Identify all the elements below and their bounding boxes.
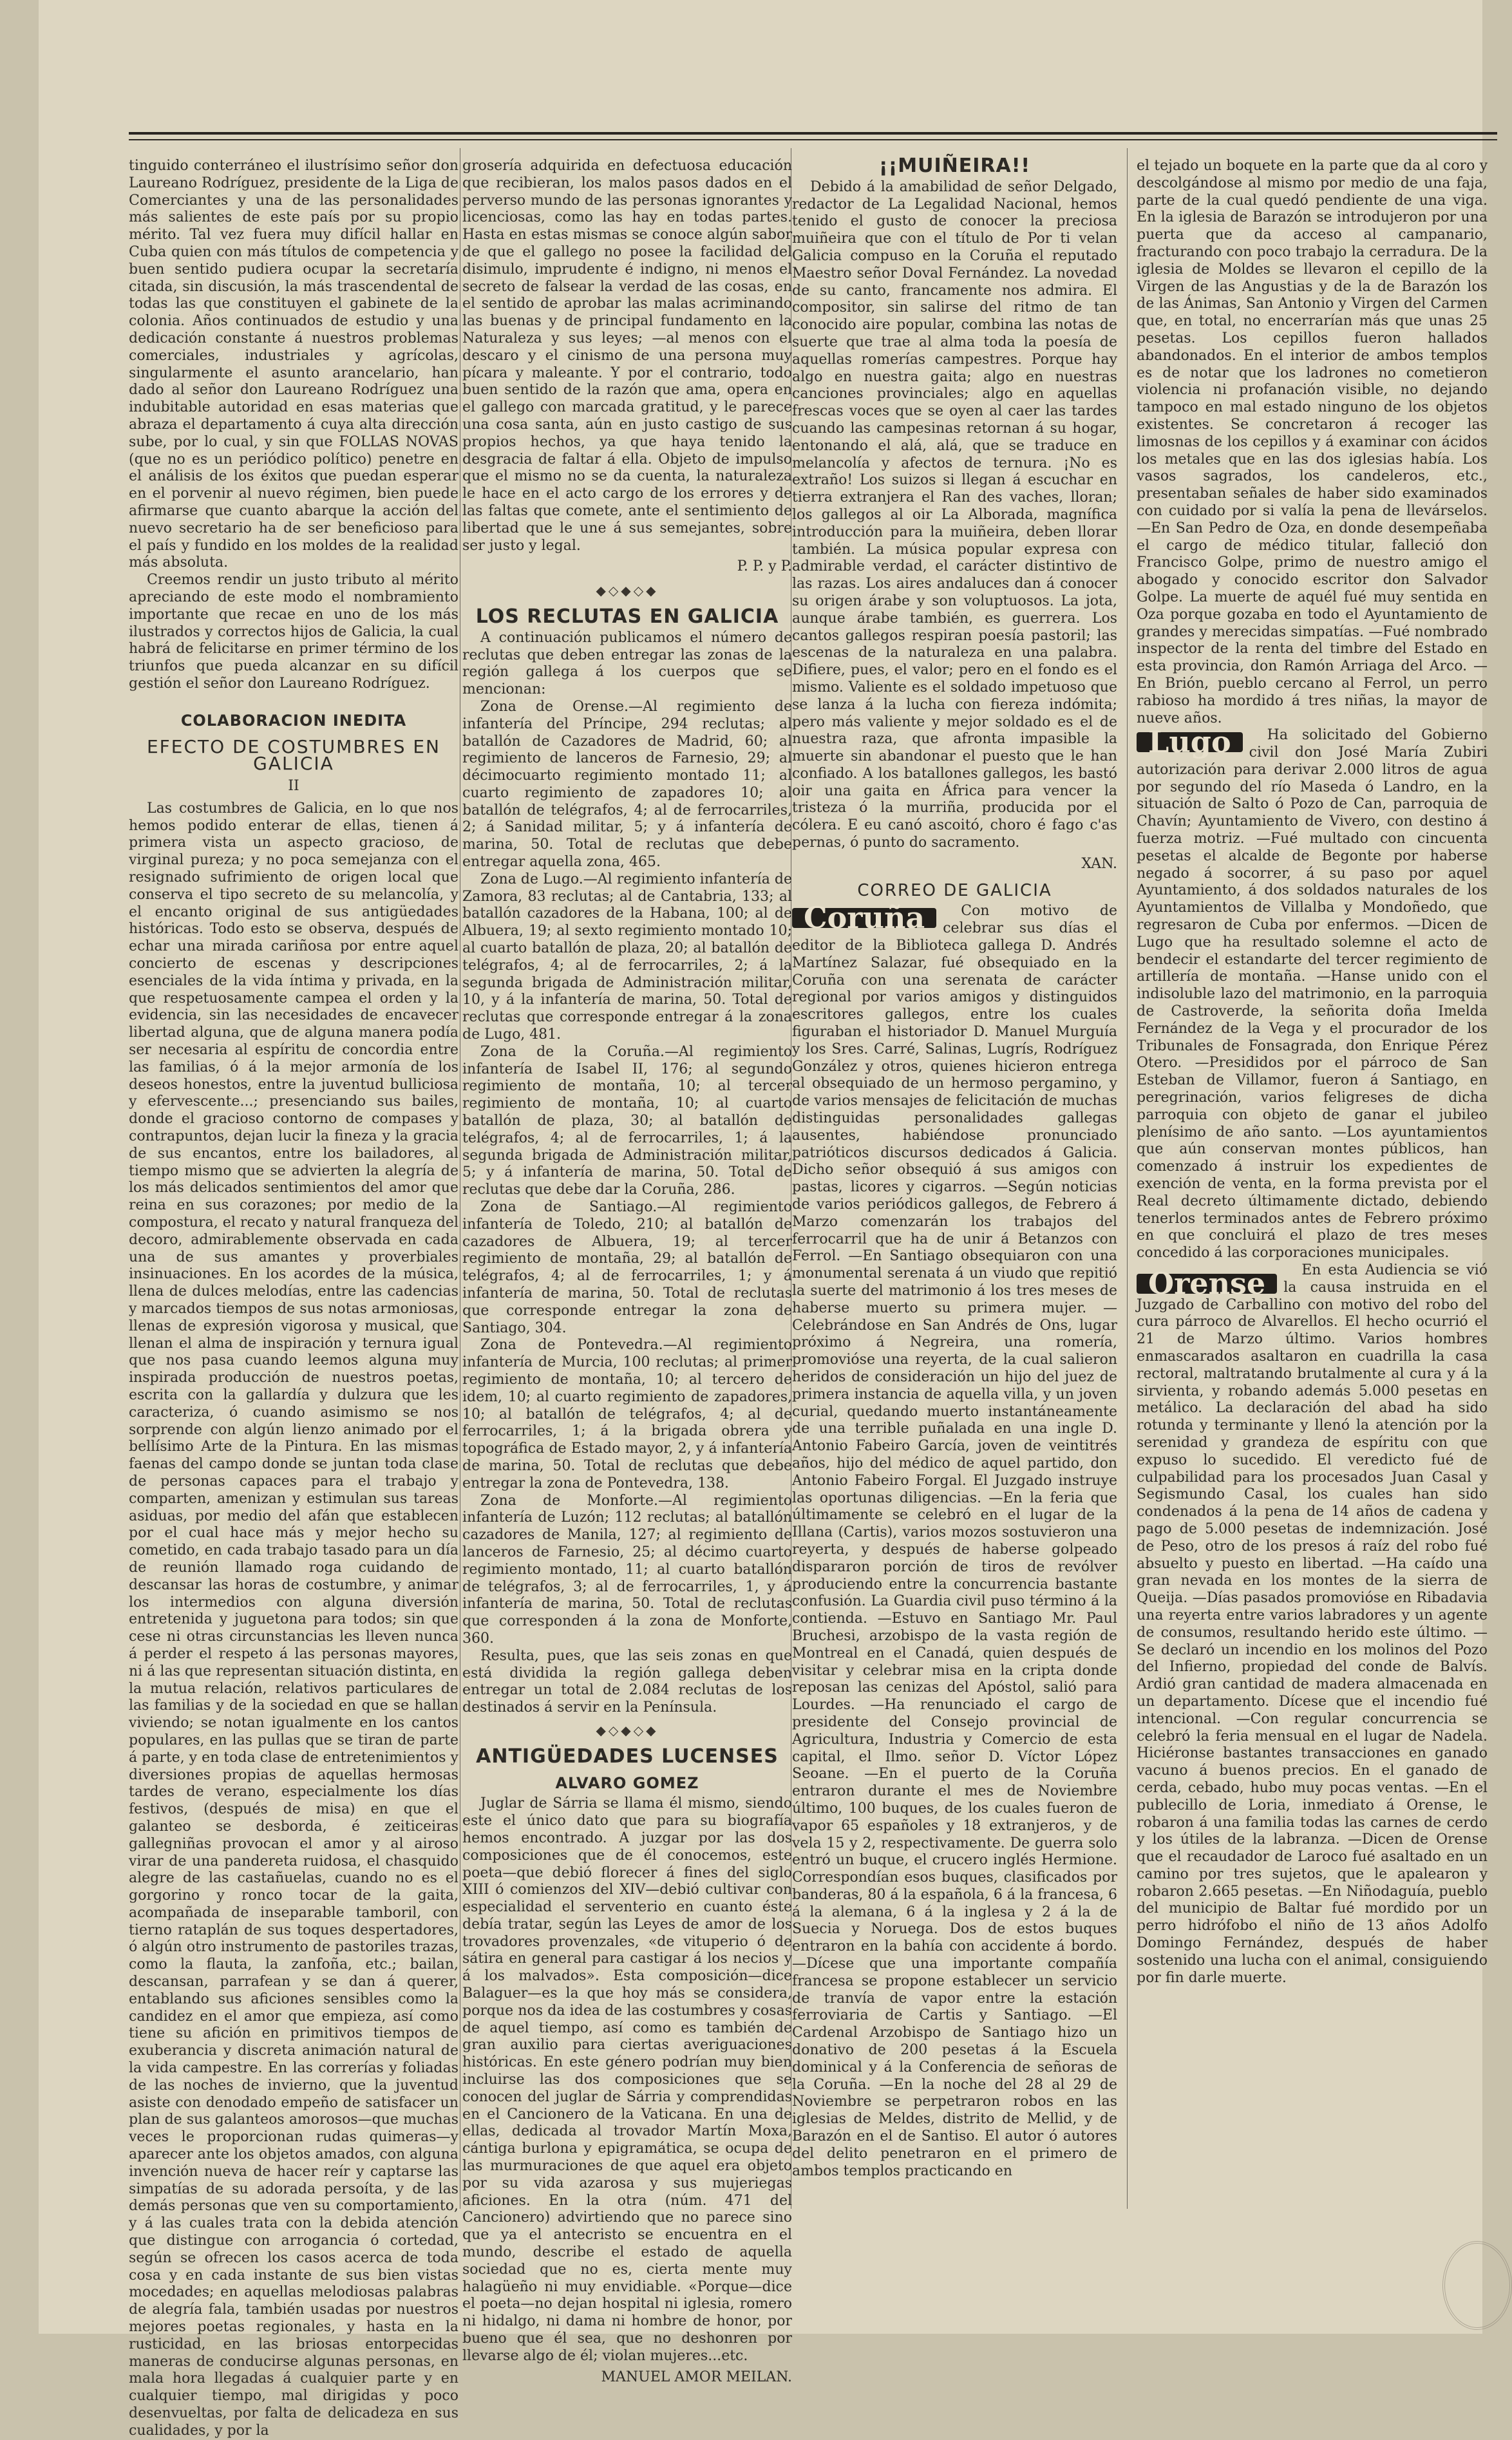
paragraph: Zona de Pontevedra.—Al regimiento infantería de Murcia, 100 reclutas; al primer regimiento de montaña, 10; al tercero de idem, 10; al cuarto regimiento de zapadores, 10; al batallón de telégrafos, 4; al de ferrocarriles, 1; á la brigada obrera y topográfica de Estado mayor, 2, y á infantería de marina, 50. Total de reclutas que debe entregar la zona de Pontevedra, 138. (462, 1337, 792, 1491)
paragraph: Zona de Lugo.—Al regimiento infantería de Zamora, 83 reclutas; al de Cantabria, 133; al batallón cazadores de la Habana, 100; al de Albuera, 19; al sexto regimiento montado 10; al cuarto batallón de plaza, 20; al batallón de telégrafos, 4; al de ferrocarriles, 2; á la segunda brigada de Administración militar, 10, y á la infantería de marina, 50. Total de reclutas que corresponde entregar á la zona de Lugo, 481. (462, 871, 792, 1043)
chapter-number: II (288, 778, 299, 795)
library-stamp-icon (1442, 2241, 1512, 2330)
paragraph: Resulta, pues, que las seis zonas en que está dividida la región gallega deben entregar un total de 2.084 reclutas de los destinados á servir en la Península. (462, 1647, 792, 1716)
ornament-divider: ◆◇◆◇◆ (596, 1722, 659, 1738)
newspaper-page (39, 0, 1488, 2439)
paragraph: A continuación publicamos el número de reclutas que deben entregar las zonas de la región gallega á los cuerpos que se mencionan: (462, 629, 792, 698)
paragraph: Zona de Orense.—Al regimiento de infantería del Príncipe, 294 reclutas; al batallón de Cazadores de Madrid, 60; al regimiento de lanceros de Farnesio, 29; al décimocuarto regimiento montado 11; al cuarto regimiento de zapadores 10; al batallón de telégrafos, 4; al de ferrocarriles, 2; á Sanidad militar, 5; y á infantería de marina, 50. Total de reclutas que debe entregar aquella zona, 465. (462, 698, 792, 871)
article-body: Las costumbres de Galicia, en lo que nos hemos podido enterar de ellas, tienen á primera vista un aspecto gracioso, de virginal pureza; y no poca semejanza con el resignado sufrimiento de origen local que conserva el tipo secreto de su melancolía, y el encanto original de sus antigüedades históricas. Todo esto se observa, después de echar una mirada cariñosa por entre aquel concierto de escenas y descripciones esenciales de la vida íntima y privada, en la que respetuosamente campea el orden y la evidencia, sin las necesidades de encavecer libertad alguna, que de alguna manera podía ser necesaria al espíritu de concordia entre las familias, ó á la mejor armonía de los deseos honestos, entre la juventud bulliciosa y efervescente...; presenciando sus bailes, donde el gracioso contorno de compases y contrapuntos, dejan lucir la fineza y la gracia de sus encantos, entre los bailadores, al tiempo mismo que se advierten la alegría de los más delicados sentimientos del amor que reina en sus corazones; por medio de la compostura, el recato y natural franqueza del decoro, admirablemente observada en cada una de sus amantes y proverbiales insinuaciones. En los acordes de la música, llena de dulces melodías, entre las cadencias y marcados tiempos de sus notas armoniosas, llenas de expresión vigorosa y musical, que llenan el alma de inspiración y ternura igual que nos pasa cuando leemos alguna muy inspirada producción de nuestros poetas, escrita con la gallardía y dulzura que les caracteriza, ó cuando asimismo se nos sorprende con algún lienzo animado por el bellísimo Arte de la Pintura. En las mismas faenas del campo donde se juntan toda clase de personas capaces para el trabajo y comparten, amenizan y estimulan sus tareas asiduas, por medio del afán que establecen por el cual hace más y mejor hecho su cometido, en cada trabajo tasado para un día de reunión llamado roga cuidando de descansar las horas de costumbre, y animar los intermedios con alguna diversión entretenida y juguetona para todos; sin que cese ni otras circunstancias les lleven nunca á perder el respeto á las personas mayores, ni á las que representan situación distinta, en la mutua relación, relativos particulares de las familias y de la sociedad en que se hallan viviendo; se notan igualmente en los cantos populares, en las pullas que se tiran de parte á parte, y en toda clase de entretenimientos y diversiones propias de aquellas hermosas tardes de verano, especialmente los días festivos, (después de misa) en que el galanteo se desborda, é zeiticeiras gallegniñas provocan el amor y al airoso virar de una pandereta ruidosa, el chasquido alegre de las castañuelas, cuando no es el gorgorino y ronco tocar de la gaita, acompañada de inseparable tamboril, con tierno rataplán de sus toques despertadores, ó algún otro instrumento de pastoriles trazas, como la flauta, la zanfoña, etc.; bailan, descansan, parrafean y se dan á querer, entablando sus aficiones sensibles como la candidez en el amor que empieza, así como tiene su afición en primitivos tiempos de exuberancia y discreta animación natural de la vida campestre. En las correrías y foliadas de las noches de invierno, que la juventud asiste con denodado empeño de satisfacer un plan de sus galanteos amorosos—que muchas veces le proporcionan rudas quimeras—y aparecer ante los objetos amados, con alguna invención nueva de hacer reír y captarse las simpatías de su adorada persoíta, y de las demás personas que ven su comportamiento, y á las cuales trata con la debida atención que distingue con arrogancia ó cortedad, según se ofrecen los casos acerca de toda cosa y en cada instante de sus bien vistas mocedades; en aquellas melodiosas palabras de alegría fala, también usadas por nuestros mejores poetas regionales, y hasta en la rusticidad, en las briosas entorpecidas maneras de conducirse algunas personas, en mala hora llegadas á cualquier parte y en cualquier tiempo, mal dirigidas y poco desenvueltas, por falta de delicadeza en sus cualidades, y por la (129, 800, 458, 2439)
column-divider (1127, 148, 1128, 2209)
section-title: COLABORACION INEDITA (180, 711, 407, 730)
article-subtitle: ALVARO GOMEZ (555, 1773, 699, 1792)
signature: MANUEL AMOR MEILAN. (601, 2369, 792, 2385)
article-body: Debido á la amabilidad de señor Delgado, redactor de La Legalidad Nacional, hemos tenido el gusto de conocer la preciosa muiñeira que con el título de Por ti velan Galicia compuso en la Coruña el reputado Maestro señor Doval Fernández. La novedad de su canto, francamente nos admira. El compositor, sin salirse del ritmo de tan conocido aire popular, combina las notas de suerte que trae al alma toda la poesía de aquellas romerías campestres. Porque hay algo en nuestra gaita; algo en nuestras canciones provinciales; algo en aquellas frescas voces que se oyen al caer las tardes cuando las campesinas retornan á su hogar, entonando el alá, alá, que se traduce en melancolía y afectos de ternura. ¡No es extraño! Los suizos si llegan á escuchar en tierra extranjera el Ran des vaches, lloran; los gallegos al oir La Alborada, magnífica introducción para la muiñeira, deben llorar también. La música popular expresa con admirable verdad, el carácter distintivo de las razas. Los aires andaluces dan á conocer su origen árabe y son voluptuosos. La jota, aunque árabe también, es guerrera. Los cantos gallegos respiran poesía pastoril; las escenas de la naturaleza en una palabra. Difiere, pues, el valor; pero en el fondo es el mismo. Valiente es el soldado impetuoso que se lanza á la lucha con fiereza indómita; pero más valiente y mejor soldado es el de nuestra raza, que afronta impasible la muerte sin abandonar el puesto que le han confiado. A los batallones gallegos, les bastó oir una gaita en África para vencer la tristeza ó la murriña, producida por el cólera. E eu canó ascoitó, choro é fago c'as pernas, ó punto do sacramento. (792, 178, 1117, 851)
article-title: ANTIGÜEDADES LUCENSES (476, 1745, 779, 1768)
article-body: el tejado un boquete en la parte que da al coro y descolgándose al mismo por medio de una faja, parte de la cual quedó pendiente de una viga. En la iglesia de Barazón se introdujeron por una puerta que da acceso al campanario, fracturando con poco trabajo la cerradura. De la iglesia de Moldes se llevaron el cepillo de la Virgen de las Angustias y de la de Barazón los de las Ánimas, San Antonio y Virgen del Carmen que, en total, no encerrarían más que unas 25 pesetas. Los cepillos fueron hallados abandonados. En el interior de ambos templos es de notar que los ladrones no cometieron violencia ni profanación visible, no dejando tampoco en mal estado ninguno de los objetos existentes. Se concretaron á recoger las limosnas de los cepillos y á examinar con ácidos los metales que en las dos iglesias había. Los vasos sagrados, los candeleros, etc., presentaban señales de haber sido examinados con cuidado por si valía la pena de llevárselos. —En San Pedro de Oza, en donde desempeñaba el cargo de médico titular, falleció don Francisco Golpe, primo de nuestro amigo el abogado y conocido escritor don Salvador Golpe. La muerte de aquél fué muy sentida en Oza porque gozaba en todo el Ayuntamiento de grandes y merecidas simpatías. —Fué nombrado inspector de la renta del timbre del Estado en esta provincia, don Ramón Arriaga del Arco. —En Brión, pueblo cercano al Ferrol, un perro rabioso ha mordido á tres niñas, la mayor de nueve años. (1137, 158, 1488, 726)
paragraph: tinguido conterráneo el ilustrísimo señor don Laureano Rodríguez, presidente de la Liga de Comerciantes y una de las personalidades más salientes de este país por su propio mérito. Tal vez fuera muy difícil hallar en Cuba quien con más títulos de competencia y buen sentido pudiera ocupar la secretaría citada, sin discusión, la más trascendental de todas las que constituyen el gabinete de la colonia. Años continuados de estudio y una dedicación constante á nuestros problemas comerciales, industriales y agrícolas, singularmente el asunto arancelario, han dado al señor don Laureano Rodríguez una indubitable autoridad en esas materias que abraza el departamento á cuya alta dirección sube, por lo cual, y sin que FOLLAS NOVAS (que no es un periódico político) penetre en el análisis de los éxitos que puedan esperar en el porvenir al nuevo régimen, bien puede afirmarse que cuanto abarque la acción del nuevo secretario ha de ser beneficioso para el país y fundido en los moldes de la realidad más absoluta. (129, 158, 458, 571)
paragraph: Creemos rendir un justo tributo al mérito apreciando de este modo el nombramiento importante que recae en uno de los más ilustrados y correctos hijos de Galicia, la cual habrá de felicitarse en primer término de los triunfos que pueda alcanzar en su difícil gestión el señor don Laureano Rodríguez. (129, 572, 458, 692)
column-4 (1137, 158, 1488, 2199)
ornament-divider: ◆◇◆◇◆ (596, 583, 659, 599)
article-body: En esta Audiencia se vió la causa instruida en el Juzgado de Carballino con motivo del robo del cura párroco de Alvarellos. El hecho ocurrió el 21 de Marzo último. Varios hombres enmascarados asaltaron en cuadrilla la casa rectoral, maltratando brutalmente al cura y á la sirvienta, y robando además 5.000 pesetas en metálico. La declaración del abad ha sido rotunda y terminante y llenó la atención por la serenidad y grandeza de espíritu con que expuso lo sucedido. El veredicto fué de culpabilidad para los procesados Juan Casal y Segismundo Casal, los cuales han sido condenados á la pena de 14 años de cadena y pago de 5.000 pesetas de indemnización. José de Peso, otro de los presos á raíz del robo fué absuelto y puesto en libertad. —Ha caído una gran nevada en los montes de la sierra de Queija. —Días pasados promovióse en Ribadavia una reyerta entre varios labradores y un agente de consumos, resultando herido este último. —Se declaró un incendio en los molinos del Pozo del Infierno, propiedad del conde de Balvís. Ardió gran cantidad de madera almacenada en un departamento. Dícese que el incendio fué intencional. —Con regular concurrencia se celebró la feria mensual en el lugar de Nadela. Hiciéronse bastantes transacciones en ganado vacuno á buenos precios. En el ganado de cerda, cebado, hubo muy pocas ventas. —En el publecillo de Loria, inmediato á Orense, le robaron á una familia todas las carnes de cerdo y los útiles de la labranza. —Dicen de Orense que el recaudador de Laroco fué asaltado en un camino por tres sujetos, que le apalearon y robaron 2.665 pesetas. —En Niñodaguía, pueblo del municipio de Baltar fué mordido por un perro hidrófobo el niño de 13 años Adolfo Domingo Fernández, después de haber sostenido una lucha con el animal, consiguiendo por fin darle muerte. (1137, 1262, 1488, 1986)
column-3 (792, 155, 1117, 2199)
paragraph: Zona de la Coruña.—Al regimiento infantería de Isabel II, 176; al segundo regimiento de montaña, 10; al tercer regimiento de montaña, 10; al cuarto batallón de plaza, 30; al batallón de telégrafos, 4; al de ferrocarriles, 1; á la segunda brigada de Administración militar, 5; y á infantería de marina, 50. Total de reclutas que debe dar la Coruña, 286. (462, 1043, 792, 1198)
header-rule (129, 132, 1497, 140)
article-title: ¡¡MUIÑEIRA!! (878, 155, 1031, 177)
region-banner-orense: Orense (1137, 1274, 1277, 1294)
paragraph: grosería adquirida en defectuosa educación que recibieran, los malos pasos dados en el perverso mundo de las personas ignorantes y licenciosas, como las hay en todas partes. Hasta en estas mismas se conoce algún sabor de que el gallego no posee la facilidad del disimulo, imprudente é indigno, ni menos el secreto de falsear la verdad de las cosas, en el sentido de aprobar las malas acriminando las buenas y de principal fundamento en la Naturaleza y sus leyes; —al menos con el descaro y el cinismo de una persona muy pícara y maleante. Y por el contrario, todo buen sentido de la razón que ama, opera en el gallego con marcada gratitud, y le parece una cosa santa, aún en justo castigo de sus propios hechos, ya que haya tenido la desgracia de faltar á ella. Objeto de impulso que el mismo no se da cuenta, la naturaleza le hace en el acto cargo de los errores y de las faltas que comete, ante el sentimiento de libertad que le une á sus semejantes, sobre ser justo y legal. (462, 158, 792, 554)
column-2 (462, 158, 792, 2385)
region-banner-coruna: Coruña (792, 908, 936, 928)
region-banner-lugo: Lugo (1137, 732, 1243, 752)
paragraph: Zona de Monforte.—Al regimiento infantería de Luzón; 112 reclutas; al batallón cazadores de Manila, 127; al regimiento de lanceros de Farnesio, 25; al décimo cuarto regimiento montado, 11; al cuarto batallón de telégrafos, 3; al de ferrocarriles, 1, y á infantería de marina, 50. Total de reclutas que corresponden á la zona de Monforte, 360. (462, 1492, 792, 1647)
section-title: CORREO DE GALICIA (857, 880, 1052, 900)
article-body: Ha solicitado del Gobierno civil don José María Zubiri autorización para derivar 2.000 litros de agua por segundo del río Maseda ó Landro, en la situación de Salto ó Pozo de Can, parroquia de Chavín; Ayuntamiento de Vivero, con destino á fuerza motriz. —Fué multado con cincuenta pesetas el alcalde de Begonte por haberse negado á socorrer, á su paso por aquel Ayuntamiento, á dos soldados naturales de los Ayuntamientos de Villalba y Mondoñedo, que regresaron de Cuba por enfermos. —Dicen de Lugo que ha resultado solemne el acto de bendecir el estandarte del tercer regimiento de artillería de montaña. —Hanse unido con el indisoluble lazo del matrimonio, en la parroquia de Castroverde, la señorita doña Imelda Fernández de la Vega y el procurador de los Tribunales de Fonsagrada, don Enrique Pérez Otero. —Presididos por el párroco de San Esteban de Villamor, fueron á Santiago, en peregrinación, varios feligreses de dicha parroquia con objeto de ganar el jubileo plenísimo de año santo. —Los ayuntamientos que aún conservan montes públicos, han comenzado á instruir los expedientes de exención de venta, en la forma prevista por el Real decreto últimamente dictado, debiendo tenerlos terminados antes de Febrero próximo en que concluirá el plazo de tres meses concedido á las corporaciones municipales. (1137, 727, 1488, 1262)
signature: P. P. y P. (737, 558, 792, 575)
signature: XAN. (1081, 855, 1117, 872)
article-title: EFECTO DE COSTUMBRES EN GALICIA (146, 735, 441, 775)
article-body: Con motivo de celebrar sus días el editor de la Biblioteca gallega D. Andrés Martínez Salazar, fué obsequiado en la Coruña con una serenata de carácter regional por varios amigos y distinguidos escritores gallegos, entre los cuales figuraban el historiador D. Manuel Murguía y los Sres. Carré, Salinas, Lugrís, Rodríguez González y otros, quienes hicieron entrega al obsequiado de un hermoso pergamino, y de varios mensajes de felicitación de muchas distinguidas personalidades gallegas ausentes, habiéndose pronunciado patrióticos discursos dedicados á Galicia. Dicho señor obsequió á sus amigos con pastas, licores y cigarros. —Según noticias de varios periódicos gallegos, de Febrero á Marzo comenzarán los trabajos del ferrocarril que ha de unir á Betanzos con Ferrol. —En Santiago obsequiaron con una monumental serenata á un viudo que repitió la suerte del matrimonio á los tres meses de haberse muerto su primera mujer. —Celebrándose en San Andrés de Ons, lugar próximo á Negreira, una romería, promovióse una reyerta, de la cual salieron heridos de consideración un hijo del juez de primera instancia de aquella villa, y un joven curial, quedando muerto instantáneamente de una terrible puñalada en una ingle D. Antonio Fabeiro García, joven de veintitrés años, hijo del médico de aquel partido, don Antonio Fabeiro Forgal. El Juzgado instruye las oportunas diligencias. —En la feria que últimamente se celebró en el lugar de la Illana (Cartis), varios mozos sostuvieron una reyerta, y después de haberse golpeado dispararon porción de tiros de revólver produciendo entre la concurrencia bastante confusión. La Guardia civil puso término á la contienda. —Estuvo en Santiago Mr. Paul Bruchesi, arzobispo de la vasta región de Montreal en el Canadá, quien después de visitar y celebrar misa en la cripta donde reposan las cenizas del Apóstol, salió para Lourdes. —Ha renunciado el cargo de presidente del Consejo provincial de Agricultura, Industria y Comercio de esta capital, el Ilmo. señor D. Víctor López Seoane. —En el puerto de la Coruña entraron durante el mes de Noviembre último, 100 buques, de los cuales fueron de vapor 65 españoles y 18 extranjeros, y de vela 15 y 2, respectivamente. De guerra solo entró un buque, el crucero inglés Hermione. Correspondían esos buques, clasificados por banderas, 80 á la española, 6 á la francesa, 6 á la alemana, 6 á la inglesa y 2 á la de Suecia y Noruega. Dos de estos buques entraron en la bahía con accidente á bordo. —Dícese que una importante compañía francesa se propone establecer un servicio de tranvía de vapor entre la estación ferroviaria de Cartis y Santiago. —El Cardenal Arzobispo de Santiago hizo un donativo de 200 pesetas á la Escuela dominical y á la Conferencia de señoras de la Coruña. —En la noche del 28 al 29 de Noviembre se perpetraron robos en las iglesias de Meldes, distrito de Mellid, y de Barazón en el de Santiso. El autor ó autores del delito penetraron en el primero de ambos templos practicando en (792, 903, 1117, 2179)
column-1 (129, 158, 458, 2439)
paragraph: Zona de Santiago.—Al regimiento infantería de Toledo, 210; al batallón de cazadores de Albuera, 19; al tercer regimiento de montaña, 29; al batallón de telégrafos, 4; al de ferrocarriles, 1; y á infantería de marina, 50. Total de reclutas que corresponde entregar la zona de Santiago, 304. (462, 1199, 792, 1336)
article-body: Juglar de Sárria se llama él mismo, siendo este el único dato que para su biografía hemos encontrado. A juzgar por las dos composiciones que de él conocemos, este poeta—que debió florecer á fines del siglo XIII ó comienzos del XIV—debió cultivar con especialidad el serventerio en cuanto éste debía tratar, según las Leyes de amor de los trovadores provenzales, «de vituperio ó de sátira en general para castigar á los necios y á los malvados». Esta composición—dice Balaguer—es la que hoy más se considera, porque nos da idea de las costumbres y cosas de aquel tiempo, así como es también de gran auxilio para ciertas averiguaciones históricas. En este género podrían muy bien incluirse las dos composiciones que se conocen del juglar de Sárria y comprendidas en el Cancionero de la Vaticana. En una de ellas, dedicada al trovador Martín Moxa, cántiga burlona y epigramática, se ocupa de las murmuraciones de que aquel era objeto por su vida azarosa y sus mujeriegas aficiones. En la otra (núm. 471 del Cancionero) advirtiendo que no parece sino que ya el antecristo se encuentra en el mundo, describe el estado de aquella sociedad que no es, cierta mente muy halagüeño ni muy envidiable. «Porque—dice el poeta—no dejan hospital ni iglesia, romero ni hidalgo, ni dama ni hombre de honor, por bueno que él sea, que no deshonren por llevarse algo de él; violan mujeres...etc. (462, 1795, 792, 2364)
article-title: LOS RECLUTAS EN GALICIA (475, 605, 779, 628)
